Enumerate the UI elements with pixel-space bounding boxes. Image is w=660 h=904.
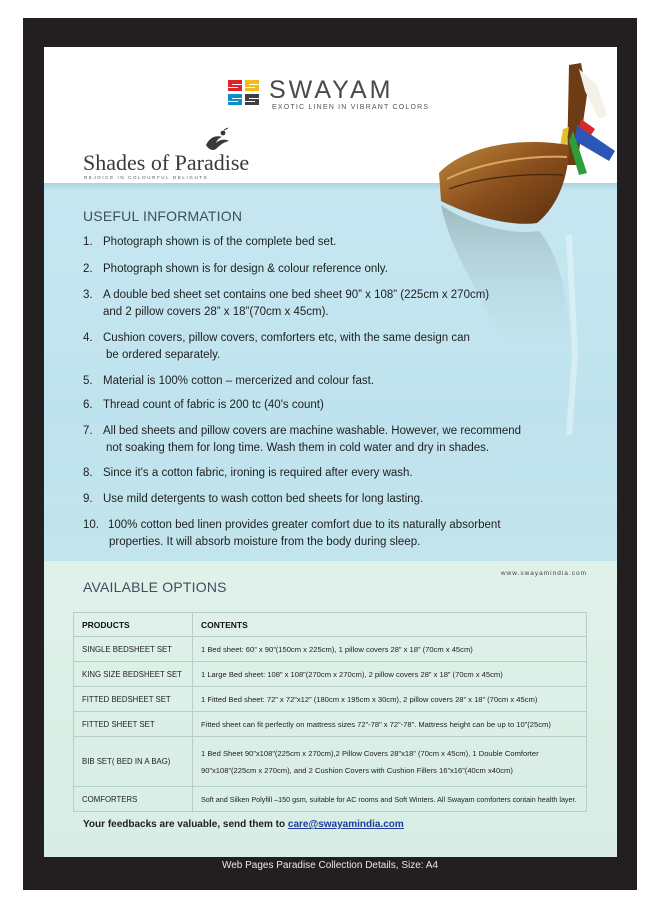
item-number: 4. — [83, 332, 93, 344]
table-row — [74, 662, 587, 687]
item-number: 8. — [83, 467, 93, 479]
item-text: Cushion covers, pillow covers, comforters etc, with the same design can — [103, 332, 470, 344]
boat-illustration — [419, 55, 617, 435]
item-text-continued: not soaking them for long time. Wash them in cold water and dry in shades. — [106, 442, 490, 454]
item-number: 3. — [83, 289, 93, 301]
table-row — [74, 787, 587, 812]
list-item — [83, 397, 324, 414]
table-row — [74, 637, 587, 662]
table-row — [74, 712, 587, 737]
feedback-note — [83, 819, 404, 830]
contents-cell — [193, 737, 587, 787]
contents-cell: Fitted sheet can fit perfectly on mattress sizes 72”-78” x 72”-78”. Mattress height can be up to 10”(25cm) — [193, 712, 587, 737]
contents-cell: Soft and Silken Polyfill –150 gsm, suitable for AC rooms and Soft Winters. All Swayam comforters contain health layer. — [193, 787, 587, 812]
product-cell: KING SIZE BEDSHEET SET — [74, 662, 193, 687]
item-number: 10. — [83, 519, 99, 531]
item-number: 5. — [83, 375, 93, 387]
item-number: 7. — [83, 425, 93, 437]
list-item — [83, 330, 470, 364]
product-cell: FITTED BEDSHEET SET — [74, 687, 193, 712]
contents-cell: 1 Large Bed sheet: 108” x 108”(270cm x 270cm), 2 pillow covers 28” x 18” (70cm x 45cm) — [193, 662, 587, 687]
item-text: Photograph shown is for design & colour reference only. — [103, 263, 388, 275]
list-item — [83, 491, 423, 508]
product-cell: FITTED SHEET SET — [74, 712, 193, 737]
item-text: Since it's a cotton fabric, ironing is required after every wash. — [103, 467, 413, 479]
feedback-email-link[interactable]: care@swayamindia.com — [287, 819, 404, 830]
item-number: 6. — [83, 399, 93, 411]
list-item — [83, 465, 413, 482]
item-text: 100% cotton bed linen provides greater comfort due to its naturally absorbent — [108, 519, 501, 531]
useful-information-heading: USEFUL INFORMATION — [83, 208, 243, 224]
brand-tagline: EXOTIC LINEN IN VIBRANT COLORS — [272, 104, 430, 111]
table-header-row — [74, 613, 587, 637]
item-number: 9. — [83, 493, 93, 505]
footer-caption: Web Pages Paradise Collection Details, Size: A4 — [221, 860, 439, 871]
item-text-continued: and 2 pillow covers 28” x 18”(70cm x 45cm). — [103, 306, 329, 318]
website-url: www.swayamindia.com — [500, 570, 587, 577]
list-item — [83, 373, 374, 390]
contents-cell: 1 Fitted Bed sheet: 72” x 72”x12” (180cm x 195cm x 30cm), 2 pillow covers 28” x 18” (70cm x 45cm) — [193, 687, 587, 712]
list-item — [83, 261, 388, 278]
product-cell: SINGLE BEDSHEET SET — [74, 637, 193, 662]
collection-tagline: REJOICE IN COLOURFUL DELIGHTS — [84, 175, 209, 180]
item-text: A double bed sheet set contains one bed sheet 90” x 108” (225cm x 270cm) — [103, 289, 490, 301]
list-item — [83, 517, 501, 551]
product-cell: BIB SET( BED IN A BAG) — [74, 737, 193, 787]
collection-title: Shades of Paradise — [83, 150, 250, 175]
info-sheet — [44, 47, 617, 857]
column-header-contents: CONTENTS — [193, 613, 587, 637]
options-table — [73, 612, 587, 812]
item-text-continued: be ordered separately. — [106, 349, 221, 361]
contents-cell: 1 Bed sheet: 60” x 90”(150cm x 225cm), 1 pillow covers 28” x 18” (70cm x 45cm) — [193, 637, 587, 662]
available-options-heading: AVAILABLE OPTIONS — [83, 579, 227, 595]
item-text: Photograph shown is of the complete bed set. — [103, 236, 337, 248]
list-item — [83, 423, 521, 457]
item-text: All bed sheets and pillow covers are machine washable. However, we recommend — [103, 425, 522, 437]
item-number: 2. — [83, 263, 93, 275]
item-text: Material is 100% cotton – mercerized and colour fast. — [103, 375, 375, 387]
item-text: Use mild detergents to wash cotton bed sheets for long lasting. — [103, 493, 424, 505]
table-row — [74, 687, 587, 712]
feedback-text: Your feedbacks are valuable, send them to — [83, 819, 288, 830]
contents-line: 1 Bed Sheet 90”x108”(225cm x 270cm),2 Pillow Covers 28”x18” (70cm x 45cm), 1 Double Comforter — [201, 748, 539, 758]
column-header-products: PRODUCTS — [74, 613, 193, 637]
product-cell: COMFORTERS — [74, 787, 193, 812]
item-number: 1. — [83, 236, 93, 248]
swayam-logo-mark-icon — [227, 78, 261, 108]
list-item — [83, 287, 489, 321]
contents-line: 90”x108”(225cm x 270cm), and 2 Cushion Covers with Cushion Fillers 16”x16”(40cm x40cm) — [201, 765, 513, 775]
list-item — [83, 234, 336, 251]
item-text: Thread count of fabric is 200 tc (40's count) — [103, 399, 324, 411]
brand-name: SWAYAM — [269, 76, 394, 104]
table-row — [74, 737, 587, 787]
item-text-continued: properties. It will absorb moisture from the body during sleep. — [109, 536, 421, 548]
